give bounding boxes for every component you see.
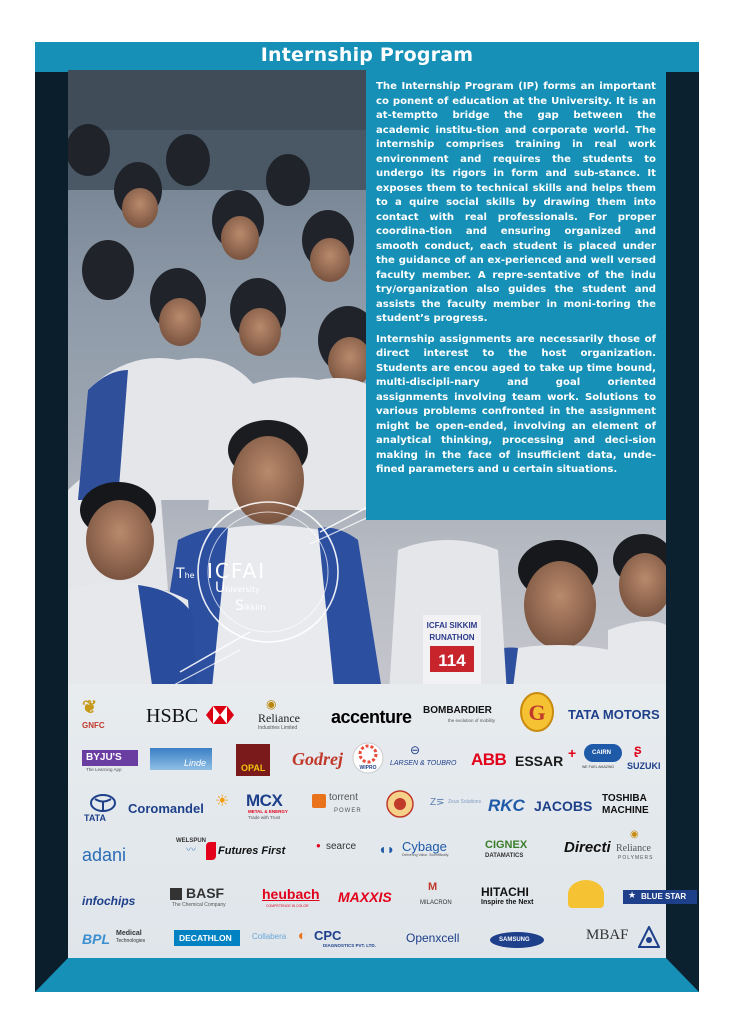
- logo-heubach-tagline: COMPETENCE IN COLOR: [266, 904, 309, 908]
- logo-initial-t: T: [176, 566, 185, 582]
- logo-heubach: heubach: [262, 886, 320, 902]
- logo-hitachi: HITACHI: [481, 885, 529, 899]
- logo-small-niversity: niversity: [225, 585, 260, 594]
- logo-small-ikkim: ikkim: [243, 603, 266, 612]
- logo-polymers: POLYMERS: [618, 855, 654, 861]
- logo-bpl-medical: Medical: [116, 930, 142, 937]
- logo-jacobs: JACOBS: [534, 798, 593, 814]
- logo-hsbc: HSBC: [146, 705, 199, 727]
- logo-cignex: CIGNEX: [485, 839, 528, 851]
- company-logos: [68, 684, 687, 958]
- suzuki-s-icon: ʂ: [634, 741, 642, 757]
- logo-opal: OPAL: [236, 744, 270, 776]
- logo-basf-tagline: The Chemical Company: [172, 902, 226, 908]
- logo-line-3: [235, 598, 265, 614]
- logo-samsung: SAMSUNG: [490, 932, 544, 948]
- logo-hitachi-tagline: Inspire the Next: [481, 899, 534, 906]
- logo-reliance-polymers: Reliance: [616, 843, 651, 854]
- logo-rkc: RKC: [488, 796, 525, 815]
- logo-futures-first: Futures First: [218, 845, 286, 857]
- essar-plus-icon: +: [568, 745, 577, 761]
- logo-cybage: Cybage: [402, 839, 447, 854]
- coromandel-sun-icon: ☀: [215, 793, 230, 810]
- logo-initial-u: U: [215, 580, 226, 596]
- logo-wipro: WIPRO: [359, 765, 377, 771]
- zeus-mark-icon: Z⋝: [430, 797, 445, 808]
- logo-directi: Directi: [564, 839, 611, 856]
- logo-mcx-tagline: Trade with Trust: [248, 815, 281, 820]
- logo-welspun: WELSPUN: [176, 838, 206, 844]
- logo-cpc-tagline: DIAGNOSTICS PVT. LTD.: [323, 943, 376, 948]
- logo-bpl: BPL: [82, 931, 110, 947]
- logo-gnfc: GNFC: [82, 721, 105, 730]
- logo-toshiba: TOSHIBA: [602, 793, 647, 804]
- svg-text:G: G: [528, 700, 546, 725]
- logo-mcx-sub: METAL & ENERGY: [248, 809, 288, 814]
- searce-dot-icon: ●: [316, 841, 321, 850]
- logo-torrent: torrent: [329, 792, 358, 803]
- basf-square-icon: [170, 888, 182, 900]
- torrent-mark-icon: [312, 794, 326, 808]
- logo-toshiba-machine: MACHINE: [602, 805, 649, 816]
- logo-suzuki: SUZUKI: [627, 761, 661, 771]
- futures-first-mark-icon: [206, 842, 216, 860]
- logo-decathlon: DECATHLON: [174, 930, 240, 946]
- reliance-polymers-emblem-icon: ◉: [630, 829, 639, 840]
- bib-text-1: ICFAI SIKKIM: [426, 621, 478, 630]
- emblem-seal-icon: [386, 790, 414, 818]
- logo-coromandel: Coromandel: [128, 801, 204, 816]
- paragraph-1: The Internship Program (IP) forms an important co ponent of education at the University. It is an at-temptto bridge the gap between the academic institu-tion and corporate world. The internship comprises training in real work environment and requires the students to undergo its rigors in form and sub-stance. It exposes them to technical skills and helps them to a quire social skills by drawing them into contact with real professionals. For proper coordina-tion and ensuring organized and smooth conduct, each student is placed under the guidance of an ex-perienced and well versed faculty member. A repre-sentative of the indu try/organization also guides the student and assists the faculty member in moni-toring the student’s progress.: [376, 81, 656, 324]
- logo-tata-motors: TATA MOTORS: [568, 707, 660, 722]
- logo-cpc: CPC: [314, 928, 342, 943]
- logo-name-icfai: ICFAI: [207, 559, 267, 583]
- logo-larsen-toubro: LARSEN & TOUBRO: [390, 760, 457, 767]
- cybage-mark-icon: ◖◗: [378, 841, 395, 857]
- logo-abb: ABB: [471, 750, 507, 769]
- logo-small-he: he: [184, 571, 195, 580]
- logo-cairn: CAIRN: [584, 744, 622, 762]
- bib-text-2: RUNATHON: [429, 633, 475, 642]
- logo-collabera: Collabera: [252, 932, 287, 941]
- logo-searce: searce: [326, 841, 357, 852]
- logo-adani: adani: [82, 845, 127, 865]
- logo-reliance-sub: Industries Limited: [258, 725, 298, 731]
- hsbc-hexagon-icon: [206, 706, 234, 724]
- logo-bpl-technologies: Technologies: [116, 938, 146, 944]
- logo-openxcell: Openxcell: [406, 931, 460, 945]
- logo-tata: TATA: [84, 813, 106, 823]
- logo-essar: ESSAR: [515, 753, 564, 769]
- logo-basf: BASF: [186, 885, 225, 901]
- gnfc-emblem-icon: ❦: [82, 697, 98, 717]
- logo-mcx: MCX: [246, 791, 283, 810]
- tata-emblem-icon: [90, 794, 116, 812]
- logo-accenture: accenture: [331, 707, 412, 727]
- logo-milacron: MILACRON: [420, 900, 452, 906]
- page-frame: [35, 42, 699, 992]
- cpc-mark-icon: ◐: [298, 927, 307, 943]
- milacron-mark-icon: M: [428, 881, 438, 893]
- program-description: [366, 70, 666, 520]
- logo-linde: Linde: [150, 748, 212, 770]
- triangle-emblem-icon: [638, 926, 660, 948]
- logo-infochips: infochips: [82, 894, 136, 908]
- logo-bombardier: BOMBARDIER: [423, 705, 492, 716]
- logo-godrej: Godrej: [292, 749, 343, 769]
- reliance-emblem-icon: ◉: [266, 697, 277, 711]
- logo-byjus-tagline: The Learning App: [86, 767, 122, 772]
- welspun-mark-icon: 〰: [186, 845, 196, 856]
- lt-emblem-icon: ⊖: [410, 743, 421, 757]
- institute-emblem-icon: [568, 880, 604, 908]
- logo-cairn-tagline: WE FUEL AMAZING: [582, 765, 615, 769]
- paragraph-2: Internship assignments are necessarily those of direct interest to the host organization. Students are encou aged to take up time bound, multi-discipli-nary and goal oriented assignments involving team work. Solutions to various problems confronted in the assignment might be open-ended, involving an element of analytical thinking, processing and deci-sion making in the face of insufficient data, unde-fined parameters and u certain situations.: [376, 333, 656, 475]
- logo-bombardier-tagline: the evolution of mobility: [448, 718, 496, 723]
- logo-blue-star: BLUE STAR: [623, 890, 697, 904]
- logo-initial-s: S: [235, 598, 244, 614]
- logo-zeus-solutions: Zeus Solutions: [448, 799, 482, 805]
- logo-mbaf: MBAF: [586, 927, 629, 943]
- bib-number: 114: [438, 651, 466, 670]
- logo-maxxis: MAXXIS: [338, 889, 392, 905]
- logo-byjus: BYJU'S: [82, 750, 138, 766]
- logo-line-2: [215, 580, 260, 596]
- logo-reliance: Reliance: [258, 711, 300, 725]
- wipro-sunflower-icon: [352, 742, 384, 774]
- page-title: Internship Program: [260, 44, 474, 66]
- g-seal-icon: [520, 692, 554, 732]
- logo-cybage-tagline: Delivering Value. Scientifically.: [402, 853, 450, 857]
- blue-star-icon: ★: [628, 890, 637, 900]
- logo-datamatics: DATAMATICS: [485, 853, 524, 859]
- logo-torrent-power: POWER: [334, 808, 362, 814]
